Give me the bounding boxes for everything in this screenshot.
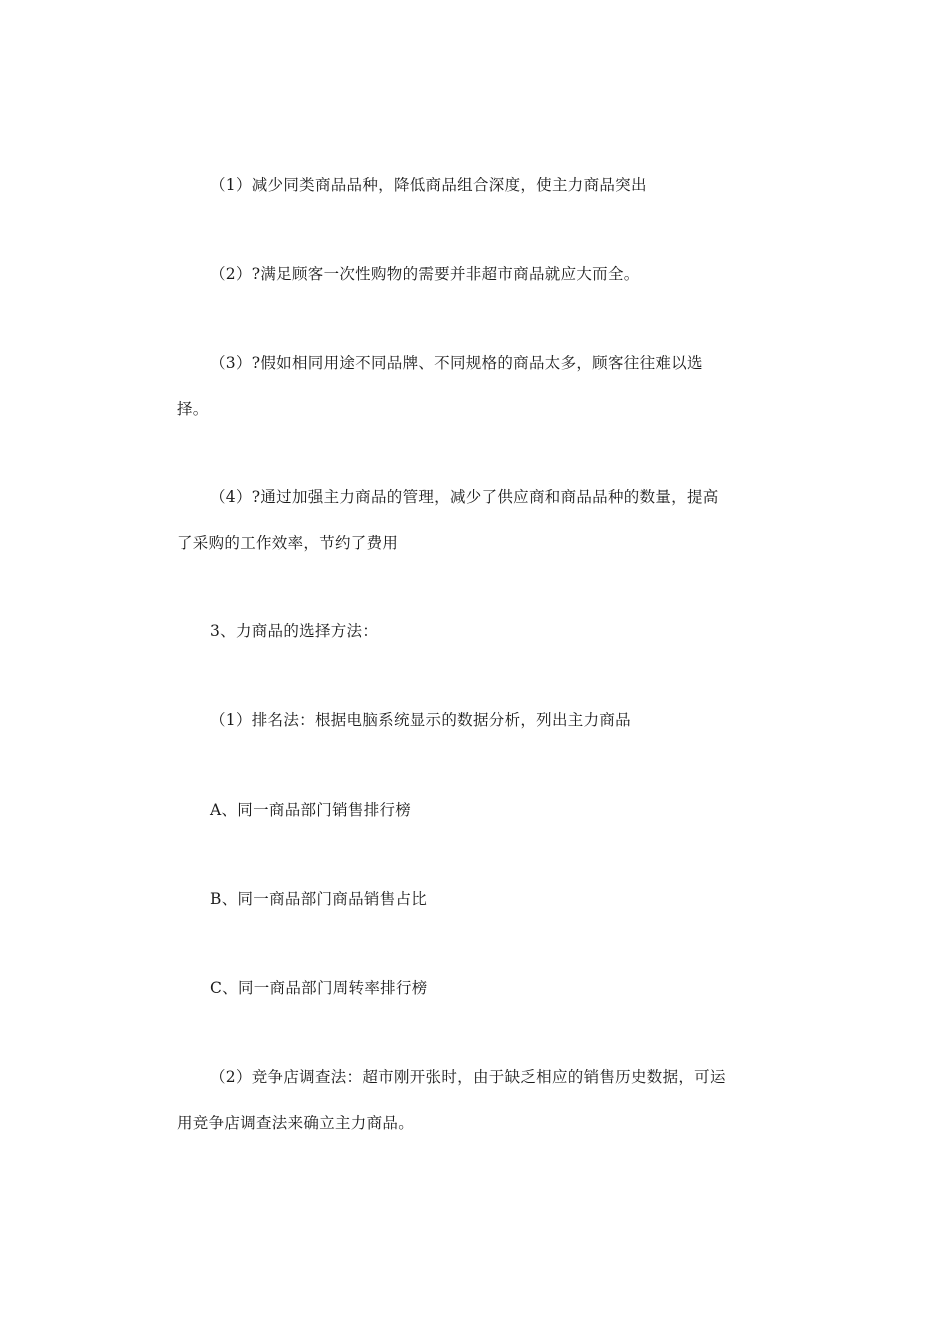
text-line: 了采购的工作效率，节约了费用: [177, 534, 399, 552]
text-line: 择。: [177, 400, 209, 418]
section-heading-selection-methods: [177, 608, 777, 654]
text-line: C、同一商品部门周转率排行榜: [210, 979, 428, 997]
paragraph-competitor-survey: [177, 1054, 777, 1146]
text-line: （1）排名法：根据电脑系统显示的数据分析，列出主力商品: [210, 711, 631, 729]
paragraph-reduce-varieties: [177, 162, 777, 208]
paragraph-ranking-method: [177, 697, 777, 743]
text-line: （2）?满足顾客一次性购物的需要并非超市商品就应大而全。: [210, 265, 640, 283]
text-line: （1）减少同类商品品种，降低商品组合深度，使主力商品突出: [210, 176, 647, 194]
text-line: B、同一商品部门商品销售占比: [210, 890, 428, 908]
paragraph-procurement-efficiency: [177, 474, 777, 566]
paragraph-one-stop-shopping: [177, 251, 777, 297]
text-line: 3、力商品的选择方法：: [210, 622, 379, 640]
text-line: （3）?假如相同用途不同品牌、不同规格的商品太多，顾客往往难以选: [210, 354, 703, 372]
text-line: 用竞争店调查法来确立主力商品。: [177, 1114, 415, 1132]
list-item-a: [177, 787, 777, 833]
paragraph-too-many-brands: [177, 340, 777, 432]
text-line: A、同一商品部门销售排行榜: [210, 801, 412, 819]
list-item-c: [177, 965, 777, 1011]
text-line: （2）竞争店调查法：超市刚开张时，由于缺乏相应的销售历史数据，可运: [210, 1068, 726, 1086]
list-item-b: [177, 876, 777, 922]
text-line: （4）?通过加强主力商品的管理，减少了供应商和商品品种的数量，提高: [210, 488, 719, 506]
